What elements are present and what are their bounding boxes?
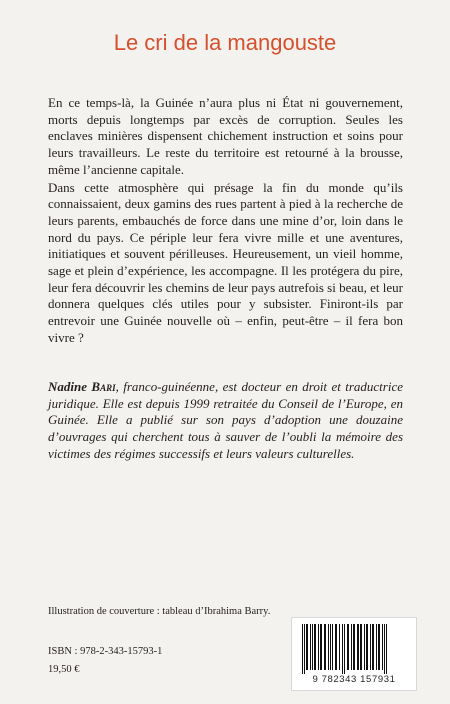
isbn: ISBN : 978-2-343-15793-1 [48, 646, 163, 657]
barcode-bar [342, 624, 343, 674]
price: 19,50 € [48, 664, 80, 675]
synopsis-paragraph-2: Dans cette atmosphère qui présage la fin du monde qu’ils connaissaient, deux gamins des rues partent à pied à la recherche de leurs parents, embauchés de force dans une mine d’or, loin dans le nord du pays. Ce périple leur fera vivre mille et une aventures, initiatiques et souvent périlleuses. Heureusement, un vieil homme, sage et plein d’expérience, les accompagne. Il les protégera du pire, leur fera découvrir les chemins de leur pays autrefois si beau, et leur donnera quelques clés utiles pour y subsister. Finiront-ils par entrevoir une Guinée nouvelle où – enfin, peut-être – il fera bon vivre ? [48, 179, 403, 345]
synopsis [48, 95, 403, 347]
barcode-bar [312, 624, 313, 670]
barcode-bar [302, 624, 303, 674]
barcode-bar [382, 624, 383, 670]
barcode-bar [378, 624, 380, 670]
author-bio-text: , franco-guinéenne, est docteur en droit et traductrice juridique. Elle est depuis 1999 retraitée du Conseil de l’Europe, en Guinée. Elle a publié sur son pays d’adoption une douzaine d’ouvrages qui cherchent tous à sauver de l’oubli la mémoire des victimes des régimes successifs et leurs valeurs culturelles. [48, 379, 403, 461]
barcode-bar [328, 624, 329, 670]
barcode-bar [306, 624, 308, 670]
barcode-bar [376, 624, 377, 670]
barcode-digits: 9 782343 157931 [312, 674, 396, 685]
barcode-bar [310, 624, 311, 670]
barcode-bar [384, 624, 385, 674]
barcode-bar [372, 624, 374, 670]
author-bio [48, 379, 403, 463]
barcode-bar [353, 624, 355, 670]
barcode-bar [366, 624, 368, 670]
barcode-bar [370, 624, 371, 670]
synopsis-paragraph-1: En ce temps-là, la Guinée n’aura plus ni État ni gouvernement, morts depuis longtemps par excès de corruption. Seules les enclaves minières dispensent chichement instruction et soins pour leurs travailleurs. Le reste du territoire est retourné à la brousse, même l’ancienne capitale. [48, 95, 403, 177]
barcode-bar [314, 624, 316, 670]
barcode-bar [332, 624, 333, 670]
barcode-bar [357, 624, 359, 670]
barcode-bar [364, 624, 365, 670]
barcode-bar [339, 624, 340, 670]
barcode-bar [330, 624, 331, 670]
barcode-bar [320, 624, 322, 670]
barcode-bars [300, 624, 408, 674]
author-last-name: Bari [91, 379, 116, 394]
barcode-bar [304, 624, 305, 674]
barcode-bar [351, 624, 352, 670]
book-title: Le cri de la mangouste [113, 30, 337, 55]
barcode [291, 617, 417, 691]
author-first-name: Nadine [48, 379, 87, 394]
barcode-bar [347, 624, 349, 670]
barcode-bar [335, 624, 337, 670]
barcode-bar [344, 624, 345, 674]
barcode-bar [324, 624, 326, 670]
barcode-bar [318, 624, 319, 670]
barcode-bar [360, 624, 362, 670]
cover-credit: Illustration de couverture : tableau d’Ibrahima Barry. [48, 606, 271, 617]
barcode-bar [386, 624, 387, 674]
